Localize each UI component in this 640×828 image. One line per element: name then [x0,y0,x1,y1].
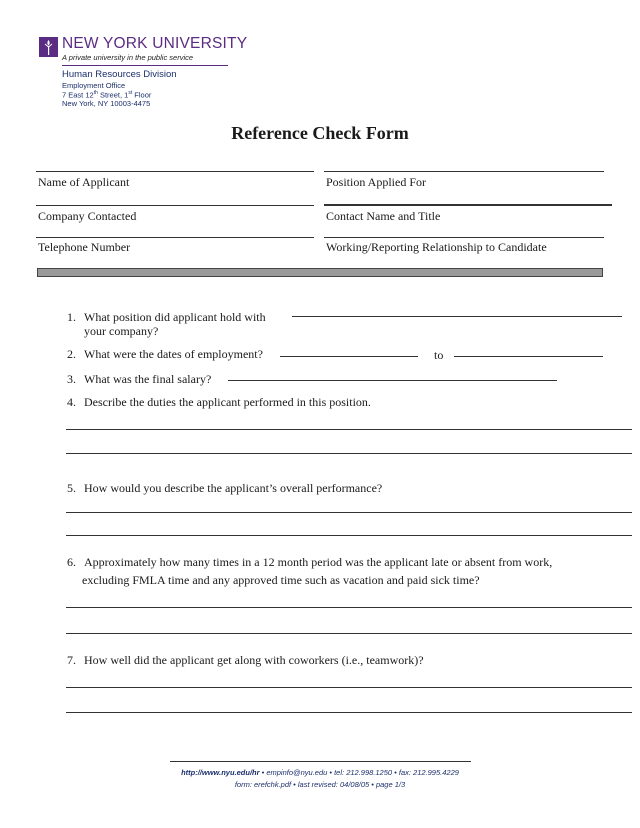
q1-text-cont: your company? [84,324,159,338]
q2-start-date-line[interactable] [280,356,418,357]
section-divider-bar [37,268,603,277]
q1-text: What position did applicant hold with [84,310,266,324]
letterhead-divider [62,65,228,66]
q6-number: 6. [67,555,76,569]
q2-to-label: to [434,348,444,362]
q6-text-cont: excluding FMLA time and any approved time such as vacation and paid sick time? [82,573,480,587]
q7-answer-line-2[interactable] [66,712,632,713]
q5-answer-line-2[interactable] [66,535,632,536]
office-name: Employment Office [62,81,126,90]
q2-number: 2. [67,347,76,361]
footer-contact [0,768,640,777]
q1-number: 1. [67,310,76,324]
contact-name-label: Contact Name and Title [326,209,441,223]
q6-text: Approximately how many times in a 12 month period was the applicant late or absent from work, [84,555,553,569]
torch-icon [39,37,58,57]
telephone-label: Telephone Number [38,240,131,254]
applicant-name-label: Name of Applicant [38,175,130,189]
form-title: Reference Check Form [231,123,409,143]
q6-answer-line-2[interactable] [66,633,632,634]
q3-answer-line[interactable] [228,380,557,381]
q4-number: 4. [67,395,76,409]
q1-answer-line[interactable] [292,316,622,317]
university-tagline: A private university in the public service [62,53,194,62]
footer-divider [170,761,471,762]
relationship-label: Working/Reporting Relationship to Candidate [326,240,547,254]
q6-answer-line-1[interactable] [66,607,632,608]
city-address: New York, NY 10003-4475 [62,99,151,108]
relationship-line[interactable] [324,237,604,238]
street-address: 7 East 12th Street, 1st Floor [62,90,152,100]
q5-text: How would you describe the applicant’s overall performance? [84,481,383,495]
footer-contact-details: • empinfo@nyu.edu • tel: 212.998.1250 • fax: 212.995.4229 [259,768,459,777]
company-contacted-label: Company Contacted [38,209,137,223]
q3-number: 3. [67,372,76,386]
nyu-logo [39,37,58,57]
contact-name-line[interactable] [324,204,612,206]
footer-url-link[interactable]: http://www.nyu.edu/hr [181,768,260,777]
university-name: NEW YORK UNIVERSITY [62,35,248,52]
q2-text: What were the dates of employment? [84,347,263,361]
position-applied-label: Position Applied For [326,175,427,189]
telephone-line[interactable] [36,237,314,238]
q7-text: How well did the applicant get along with coworkers (i.e., teamwork)? [84,653,424,667]
company-contacted-line[interactable] [36,205,314,206]
q5-answer-line-1[interactable] [66,512,632,513]
q7-answer-line-1[interactable] [66,687,632,688]
position-applied-line[interactable] [324,171,604,172]
division-name: Human Resources Division [62,69,177,80]
q7-number: 7. [67,653,76,667]
applicant-name-line[interactable] [36,171,314,172]
q5-number: 5. [67,481,76,495]
q4-answer-line-2[interactable] [66,453,632,454]
q4-answer-line-1[interactable] [66,429,632,430]
footer-form-info: form: erefchk.pdf • last revised: 04/08/05 • page 1/3 [234,780,406,789]
q3-text: What was the final salary? [84,372,212,386]
q4-text: Describe the duties the applicant performed in this position. [84,395,371,409]
q2-end-date-line[interactable] [454,356,603,357]
